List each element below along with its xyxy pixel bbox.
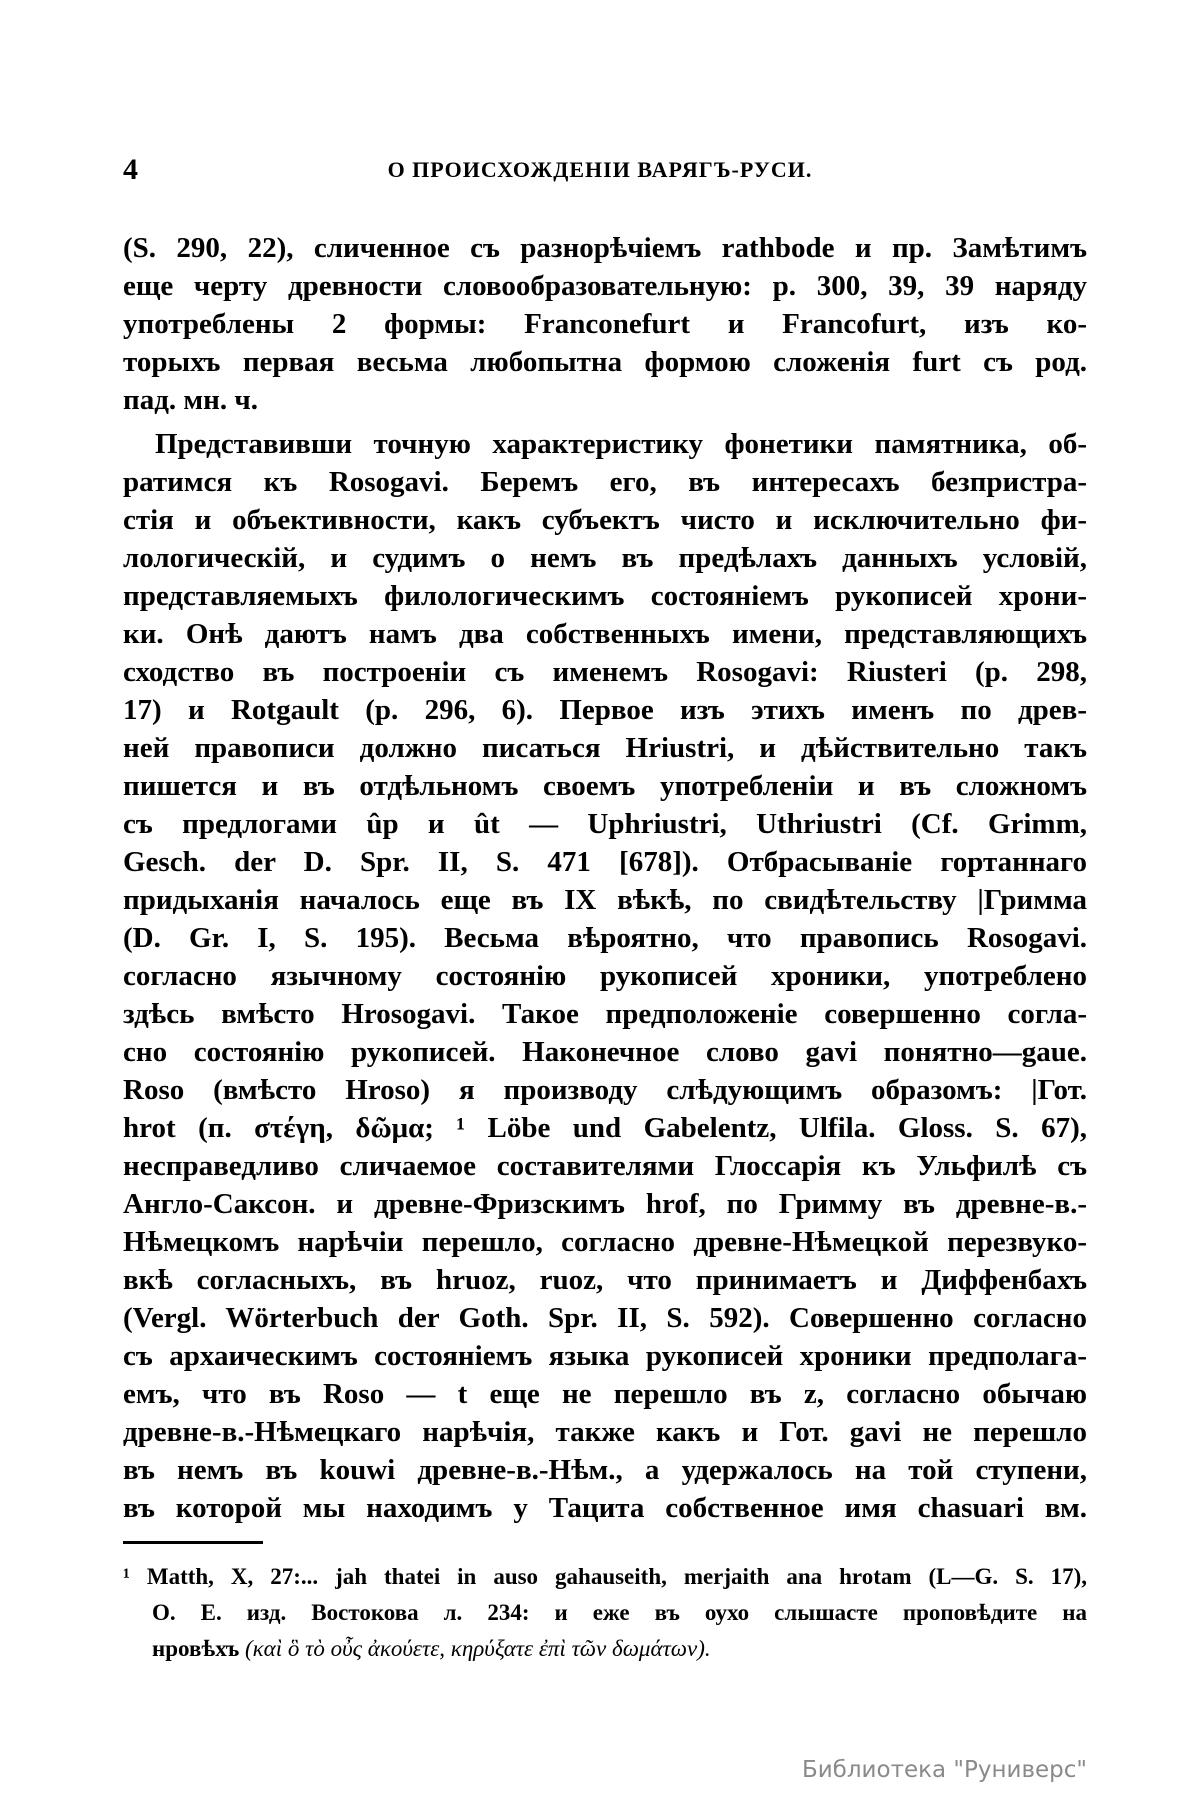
footnote-line — [123, 1631, 1087, 1667]
text-line: ки. Онѣ даютъ намъ два собственныхъ имени, представляющихъ — [123, 618, 1087, 650]
footnote-line: ¹ Matth, X, 27:... jah thatei in auso gahauseith, merjaith ana hrotam (L—G. S. 17), — [123, 1564, 1087, 1589]
text-line: съ архаическимъ состояніемъ языка рукописей хроники предполага- — [123, 1340, 1087, 1372]
text-line: сходство въ построеніи съ именемъ Rosogavi: Riusteri (р. 298, — [123, 656, 1087, 688]
text-line: стія и объективности, какъ субъектъ чисто и исключительно фи- — [123, 504, 1087, 536]
text-line: hrot (п. στέγη, δῶμα; ¹ Löbe und Gabelentz, Ulfila. Gloss. S. 67), — [123, 1112, 1087, 1144]
footnote — [123, 1559, 1087, 1667]
text-line: вкѣ согласныхъ, въ hruoz, ruoz, что принимаетъ и Диффенбахъ — [123, 1264, 1087, 1296]
text-line: емъ, что въ Roso — t еще не перешло въ z, согласно обычаю — [123, 1378, 1087, 1410]
text-line: здѣсь вмѣсто Hrosogavi. Такое предположеніе совершенно согла- — [123, 998, 1087, 1030]
running-title: О ПРОИСХОЖДЕНІИ ВАРЯГЪ-РУСИ. — [387, 157, 813, 182]
footnote-text: нровѣхъ — [152, 1636, 240, 1661]
text-line: согласно язычному состоянію рукописей хроники, употреблено — [123, 960, 1087, 992]
text-line: въ которой мы находимъ у Тацита собственное имя chasuari вм. — [123, 1492, 1087, 1524]
text-line: (Vergl. Wörterbuch der Goth. Spr. II, S. 592). Совершенно согласно — [123, 1302, 1087, 1334]
text-line: представляемыхъ филологическимъ состояніемъ рукописей хрони- — [123, 580, 1087, 612]
text-line: ратимся къ Rosogavi. Беремъ его, въ интересахъ безпристра- — [123, 466, 1087, 498]
text-line: сно состоянію рукописей. Наконечное слово gavi понятно—gaue. — [123, 1036, 1087, 1068]
text-line: пад. мн. ч. — [123, 384, 258, 416]
footnote-line: О. Е. изд. Востокова л. 234: и еже въ оухо слышасте проповѣдите на — [152, 1600, 1087, 1625]
paragraph-2 — [123, 425, 1087, 1527]
body-text — [123, 229, 1087, 1527]
page-number: 4 — [123, 153, 138, 186]
text-line: Нѣмецкомъ нарѣчіи перешло, согласно древне-Нѣмецкой перезвуко- — [123, 1226, 1087, 1258]
text-line: Представивши точную характеристику фонетики памятника, об- — [155, 428, 1087, 460]
text-line: придыханія началось еще въ IX вѣкѣ, по свидѣтельству |Гримма — [123, 884, 1087, 916]
text-line: древне-в.-Нѣмецкаго нарѣчія, также какъ и Гот. gavi не перешло — [123, 1416, 1087, 1448]
text-line: (S. 290, 22), сличенное съ разнорѣчіемъ rathbode и пр. Замѣтимъ — [123, 232, 1087, 264]
text-line: Англо-Саксон. и древне-Фризскимъ hrof, по Гримму въ древне-в.- — [123, 1188, 1087, 1220]
text-line: еще черту древности словообразовательную: р. 300, 39, 39 наряду — [123, 270, 1087, 302]
text-line: лологическій, и судимъ о немъ въ предѣлахъ данныхъ условій, — [123, 542, 1087, 574]
library-watermark: Библиотека "Руниверс" — [801, 1757, 1087, 1783]
text-line: (D. Gr. I, S. 195). Весьма вѣроятно, что правопись Rosogavi. — [123, 922, 1087, 954]
text-line: несправедливо сличаемое составителями Глоссарія къ Ульфилѣ съ — [123, 1150, 1087, 1182]
text-line: въ немъ въ kouwi древне-в.-Нѣм., а удержалось на той ступени, — [123, 1454, 1087, 1486]
text-line: пишется и въ отдѣльномъ своемъ употребленіи и въ сложномъ — [123, 770, 1087, 802]
text-line: употреблены 2 формы: Franconefurt и Francofurt, изъ ко- — [123, 308, 1087, 340]
text-line: ней правописи должно писаться Hriustri, и дѣйствительно такъ — [123, 732, 1087, 764]
footnote-rule — [123, 1541, 263, 1544]
text-line: съ предлогами ûp и ût — Uphriustri, Uthriustri (Cf. Grimm, — [123, 808, 1087, 840]
text-line: 17) и Rotgault (р. 296, 6). Первое изъ этихъ именъ по древ- — [123, 694, 1087, 726]
footnote-greek-text: (καὶ ὃ τὸ οὖς ἀκούετε, κηρύξατε ἐπὶ τῶν δωμάτων). — [244, 1636, 711, 1661]
text-line: торыхъ первая весьма любопытна формою сложенія furt съ род. — [123, 346, 1087, 378]
text-line: Gesch. der D. Spr. II, S. 471 [678]). Отбрасываніе гортаннаго — [123, 846, 1087, 878]
paragraph-1 — [123, 229, 1087, 419]
text-line: Roso (вмѣсто Hroso) я производу слѣдующимъ образомъ: |Гот. — [123, 1074, 1087, 1106]
